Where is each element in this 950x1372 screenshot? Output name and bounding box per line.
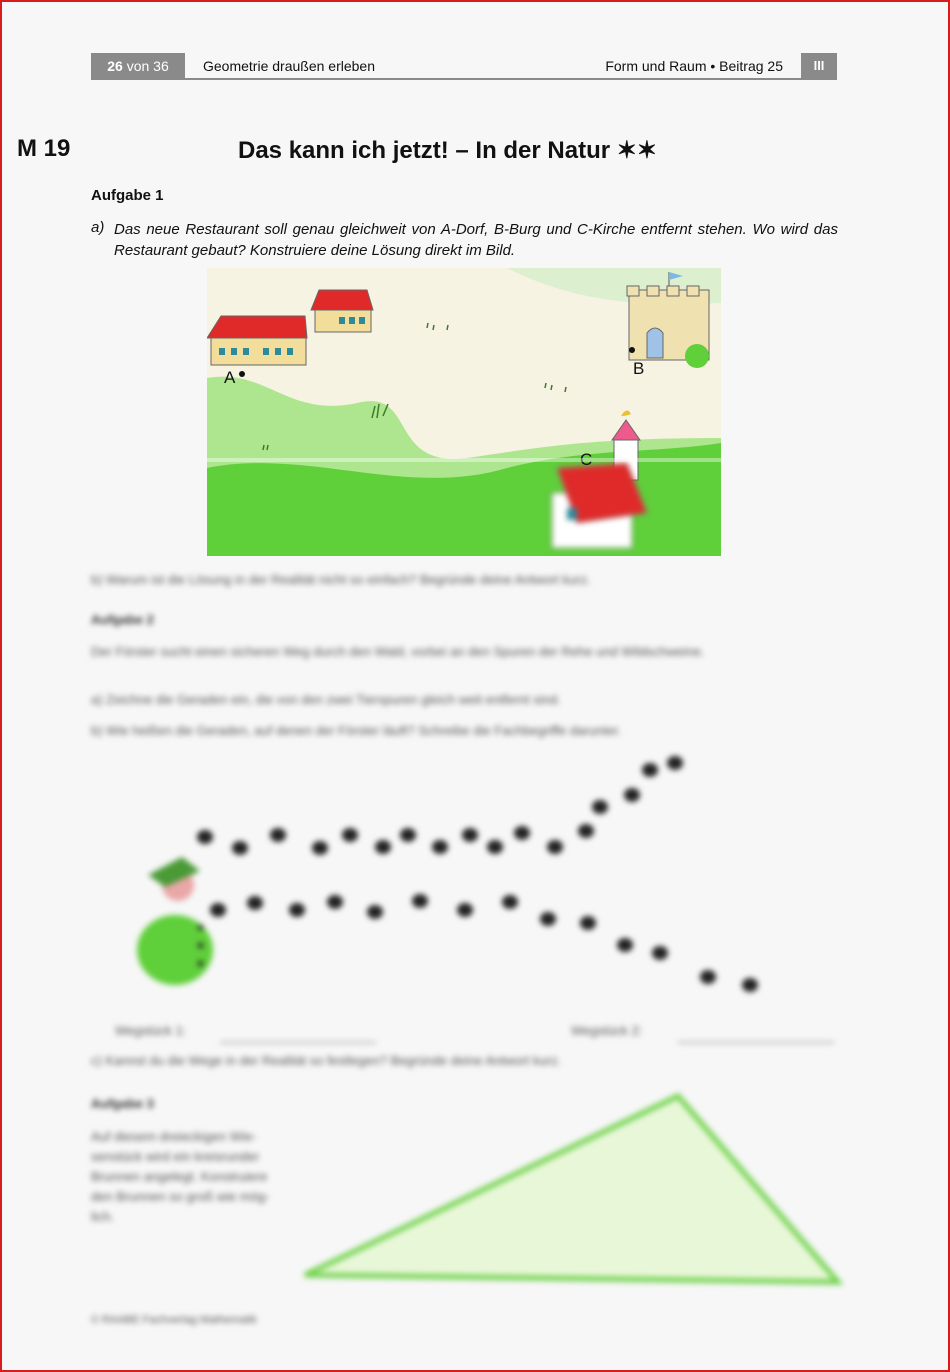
footer-copyright: © RAABE Fachverlag Mathematik <box>91 1314 257 1326</box>
footprint-mark <box>432 840 448 854</box>
footprint-mark <box>247 896 263 910</box>
footprint-mark <box>312 841 328 855</box>
footprint-mark <box>375 840 391 854</box>
footprint-mark <box>400 828 416 842</box>
task2-a-text: a) Zeichne die Geraden ein, die von den zwei Tierspuren gleich weit entfernt sind. <box>91 692 561 707</box>
page-title: Das kann ich jetzt! – In der Natur ✶✶ <box>238 137 657 164</box>
label-b: B <box>633 359 645 378</box>
footprint-mark <box>624 788 640 802</box>
triangle-svg <box>300 1090 845 1290</box>
material-code: M 19 <box>17 135 71 162</box>
footprint-mark <box>487 840 503 854</box>
meadow-triangle <box>300 1090 845 1290</box>
level-badge: III <box>801 53 837 79</box>
footprint-mark <box>617 938 633 952</box>
path2-answer-line <box>678 1042 834 1043</box>
footprint-mark <box>642 763 658 777</box>
tracks-svg <box>110 745 810 1005</box>
task2-intro: Der Förster sucht einen sicheren Weg durch den Wald, vorbei an den Spuren der Rehe und Wildschweine. <box>91 644 705 659</box>
series-title: Geometrie draußen erleben <box>203 58 375 74</box>
footprint-mark <box>412 894 428 908</box>
footprint-mark <box>270 828 286 842</box>
landscape-svg <box>207 268 721 556</box>
path1-answer-line <box>220 1042 376 1043</box>
footprint-mark <box>210 903 226 917</box>
footprint-mark <box>592 800 608 814</box>
task1-heading: Aufgabe 1 <box>91 187 164 204</box>
footprint-mark <box>502 895 518 909</box>
forester-figure <box>137 857 213 985</box>
footprint-mark <box>289 903 305 917</box>
label-a: A <box>224 368 236 387</box>
footprint-mark <box>540 912 556 926</box>
footprint-mark <box>197 830 213 844</box>
task3-heading: Aufgabe 3 <box>91 1096 154 1111</box>
animal-tracks-illustration <box>110 745 810 1005</box>
task2-b-text: b) Wie heißen die Geraden, auf denen der Förster läuft? Schreibe die Fachbegriffe darunter. <box>91 723 622 738</box>
footprint-mark <box>580 916 596 930</box>
task2-heading: Aufgabe 2 <box>91 612 154 627</box>
footprint-mark <box>342 828 358 842</box>
footprint-mark <box>327 895 343 909</box>
label-c: C <box>580 450 593 469</box>
task1-a-text: Das neue Restaurant soll genau gleichweit von A-Dorf, B-Burg und C-Kirche entfernt stehen. Wo wird das Restaurant gebaut? Konstruiere deine Lösung direkt im Bild. <box>114 221 838 259</box>
path2-label: Wegstück 2: <box>571 1023 643 1038</box>
task1-b-text: b) Warum ist die Lösung in der Realität nicht so einfach? Begründe deine Antwort kurz. <box>91 572 591 587</box>
castle <box>627 272 709 368</box>
footprint-mark <box>742 978 758 992</box>
footprint-mark <box>514 826 530 840</box>
path1-label: Wegstück 1: <box>115 1023 187 1038</box>
task1-a-marker: a) <box>91 219 105 236</box>
footprint-mark <box>232 841 248 855</box>
header-rule <box>91 78 837 80</box>
task2-c-text: c) Kannst du die Wege in der Realität so festlegen? Begründe deine Antwort kurz. <box>91 1053 562 1068</box>
footprint-mark <box>652 946 668 960</box>
page-number-badge: 26 von 36 <box>91 53 185 79</box>
footprint-mark <box>700 970 716 984</box>
header-section: Form und Raum • Beitrag 25 <box>605 58 783 74</box>
footprint-mark <box>462 828 478 842</box>
footprint-mark <box>547 840 563 854</box>
footprint-mark <box>367 905 383 919</box>
footprint-mark <box>457 903 473 917</box>
landscape-illustration <box>207 268 721 556</box>
footprint-mark <box>578 824 594 838</box>
task3-text: Auf diesem dreieckigen Wie- senstück wird ein kreisrunder Brunnen angelegt. Konstruiere den Brunnen so groß wie mög- lich. <box>91 1129 270 1224</box>
footprint-mark <box>667 756 683 770</box>
